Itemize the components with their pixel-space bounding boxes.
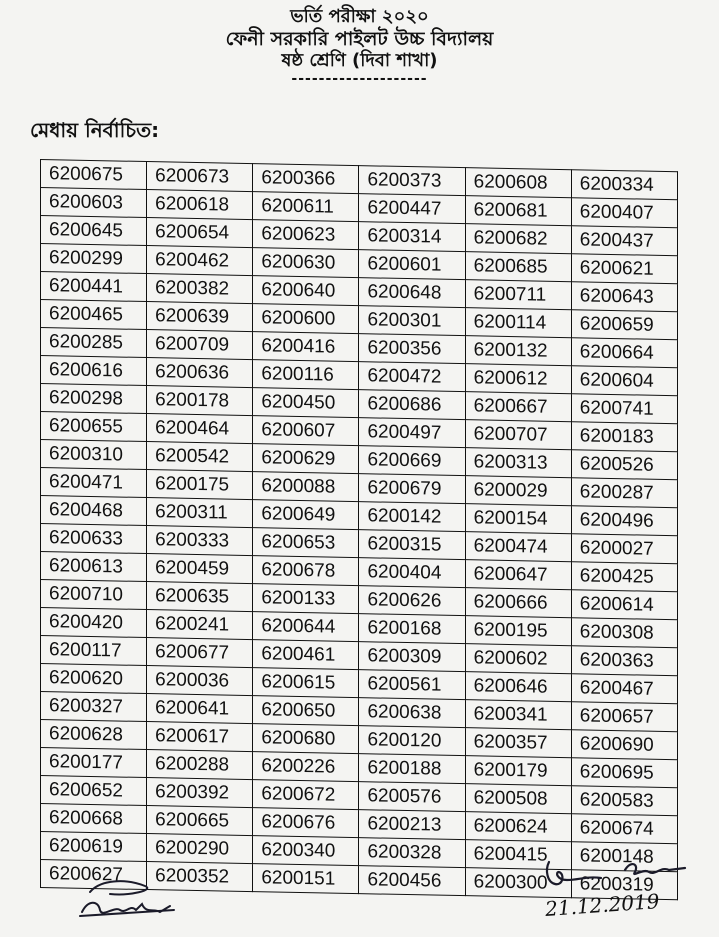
roll-number-cell: 6200678 — [253, 556, 359, 586]
roll-number-cell: 6200618 — [147, 190, 253, 220]
roll-number-cell: 6200659 — [571, 310, 677, 340]
roll-number-cell: 6200299 — [41, 244, 147, 274]
roll-number-cell: 6200310 — [41, 440, 147, 470]
roll-number-cell: 6200619 — [41, 832, 147, 862]
roll-number-cell: 6200407 — [571, 198, 677, 228]
roll-number-cell: 6200315 — [359, 530, 465, 560]
roll-number-cell: 6200617 — [147, 722, 253, 752]
roll-number-cell: 6200437 — [571, 226, 677, 256]
roll-number-cell: 6200668 — [41, 804, 147, 834]
section-title: মেধায় নির্বাচিত: — [30, 118, 160, 142]
roll-number-cell: 6200654 — [147, 218, 253, 248]
roll-number-cell: 6200241 — [147, 610, 253, 640]
roll-number-cell: 6200213 — [359, 810, 465, 840]
roll-number-cell: 6200604 — [571, 366, 677, 396]
roll-number-cell: 6200340 — [253, 836, 359, 866]
roll-number-cell: 6200638 — [359, 698, 465, 728]
roll-number-cell: 6200415 — [465, 840, 571, 870]
roll-number-cell: 6200653 — [253, 528, 359, 558]
roll-number-cell: 6200644 — [253, 612, 359, 642]
roll-number-cell: 6200472 — [359, 362, 465, 392]
roll-number-cell: 6200441 — [41, 272, 147, 302]
roll-number-cell: 6200319 — [571, 870, 677, 900]
roll-number-cell: 6200648 — [359, 278, 465, 308]
roll-number-cell: 6200657 — [571, 702, 677, 732]
roll-number-cell: 6200333 — [147, 526, 253, 556]
roll-number-cell: 6200226 — [253, 752, 359, 782]
roll-number-cell: 6200652 — [41, 776, 147, 806]
roll-number-cell: 6200636 — [147, 358, 253, 388]
roll-number-cell: 6200148 — [571, 842, 677, 872]
roll-number-cell: 6200614 — [571, 590, 677, 620]
roll-number-cell: 6200373 — [359, 166, 465, 196]
roll-number-cell: 6200707 — [465, 420, 571, 450]
signature-date: 21.12.2019 — [544, 889, 661, 921]
roll-number-cell: 6200665 — [147, 806, 253, 836]
roll-number-cell: 6200117 — [41, 636, 147, 666]
roll-number-cell: 6200288 — [147, 750, 253, 780]
roll-number-cell: 6200314 — [359, 222, 465, 252]
roll-number-cell: 6200643 — [571, 282, 677, 312]
roll-number-cell: 6200461 — [253, 640, 359, 670]
roll-number-cell: 6200298 — [41, 384, 147, 414]
roll-number-cell: 6200352 — [147, 862, 253, 892]
roll-number-cell: 6200666 — [465, 588, 571, 618]
roll-number-cell: 6200334 — [571, 170, 677, 200]
roll-number-cell: 6200183 — [571, 422, 677, 452]
roll-number-cell: 6200309 — [359, 642, 465, 672]
roll-number-cell: 6200327 — [41, 692, 147, 722]
roll-number-cell: 6200116 — [253, 360, 359, 390]
roll-number-cell: 6200404 — [359, 558, 465, 588]
roll-number-cell: 6200465 — [41, 300, 147, 330]
roll-number-cell: 6200027 — [571, 534, 677, 564]
roll-number-cell: 6200608 — [465, 168, 571, 198]
roll-number-cell: 6200132 — [465, 336, 571, 366]
roll-number-cell: 6200686 — [359, 390, 465, 420]
roll-number-cell: 6200287 — [571, 478, 677, 508]
roll-number-cell: 6200640 — [253, 276, 359, 306]
roll-number-cell: 6200649 — [253, 500, 359, 530]
class-shift: ষষ্ঠ শ্রেণি (দিবা শাখা) — [281, 50, 438, 71]
roll-number-cell: 6200179 — [465, 756, 571, 786]
roll-number-cell: 6200177 — [41, 748, 147, 778]
roll-number-cell: 6200328 — [359, 838, 465, 868]
roll-number-cell: 6200151 — [253, 864, 359, 894]
roll-number-cell: 6200474 — [465, 532, 571, 562]
roll-number-cell: 6200639 — [147, 302, 253, 332]
roll-number-cell: 6200623 — [253, 220, 359, 250]
roll-number-cell: 6200741 — [571, 394, 677, 424]
roll-number-cell: 6200615 — [253, 668, 359, 698]
roll-number-cell: 6200680 — [253, 724, 359, 754]
roll-number-cell: 6200468 — [41, 496, 147, 526]
roll-number-cell: 6200356 — [359, 334, 465, 364]
roll-number-cell: 6200450 — [253, 388, 359, 418]
roll-number-cell: 6200679 — [359, 474, 465, 504]
roll-number-cell: 6200188 — [359, 754, 465, 784]
roll-number-cell: 6200178 — [147, 386, 253, 416]
roll-number-cell: 6200681 — [465, 196, 571, 226]
roll-number-cell: 6200168 — [359, 614, 465, 644]
roll-number-cell: 6200633 — [41, 524, 147, 554]
roll-number-cell: 6200675 — [41, 160, 147, 190]
roll-number-cell: 6200497 — [359, 418, 465, 448]
document-header — [0, 6, 719, 86]
roll-number-cell: 6200142 — [359, 502, 465, 532]
roll-number-cell: 6200133 — [253, 584, 359, 614]
roll-number-cell: 6200630 — [253, 248, 359, 278]
roll-number-cell: 6200526 — [571, 450, 677, 480]
roll-number-cell: 6200607 — [253, 416, 359, 446]
roll-number-cell: 6200496 — [571, 506, 677, 536]
roll-number-cell: 6200629 — [253, 444, 359, 474]
roll-number-cell: 6200311 — [147, 498, 253, 528]
roll-number-cell: 6200710 — [41, 580, 147, 610]
roll-number-cell: 6200341 — [465, 700, 571, 730]
roll-number-cell: 6200682 — [465, 224, 571, 254]
signature-left — [70, 870, 190, 925]
roll-number-cell: 6200313 — [465, 448, 571, 478]
roll-number-cell: 6200120 — [359, 726, 465, 756]
roll-number-cell: 6200613 — [41, 552, 147, 582]
roll-number-cell: 6200635 — [147, 582, 253, 612]
roll-number-cell: 6200645 — [41, 216, 147, 246]
roll-number-cell: 6200467 — [571, 674, 677, 704]
roll-number-cell: 6200583 — [571, 786, 677, 816]
roll-number-cell: 6200695 — [571, 758, 677, 788]
roll-number-cell: 6200627 — [41, 860, 147, 890]
roll-number-cell: 6200425 — [571, 562, 677, 592]
roll-number-cell: 6200464 — [147, 414, 253, 444]
roll-number-cell: 6200673 — [147, 162, 253, 192]
school-name: ফেনী সরকারি পাইলট উচ্চ বিদ্যালয় — [225, 28, 494, 50]
roll-number-cell: 6200676 — [253, 808, 359, 838]
roll-number-cell: 6200667 — [465, 392, 571, 422]
roll-number-cell: 6200646 — [465, 672, 571, 702]
roll-number-cell: 6200508 — [465, 784, 571, 814]
roll-number-cell: 6200624 — [465, 812, 571, 842]
roll-number-cell: 6200285 — [41, 328, 147, 358]
roll-number-cell: 6200561 — [359, 670, 465, 700]
roll-number-cell: 6200711 — [465, 280, 571, 310]
roll-number-cell: 6200392 — [147, 778, 253, 808]
roll-number-cell: 6200462 — [147, 246, 253, 276]
roll-number-cell: 6200036 — [147, 666, 253, 696]
roll-number-cell: 6200420 — [41, 608, 147, 638]
roll-number-cell: 6200290 — [147, 834, 253, 864]
roll-number-cell: 6200195 — [465, 616, 571, 646]
roll-number-cell: 6200641 — [147, 694, 253, 724]
roll-number-cell: 6200603 — [41, 188, 147, 218]
roll-number-cell: 6200308 — [571, 618, 677, 648]
roll-number-cell: 6200628 — [41, 720, 147, 750]
roll-number-cell: 6200685 — [465, 252, 571, 282]
roll-number-cell: 6200363 — [571, 646, 677, 676]
roll-number-cell: 6200674 — [571, 814, 677, 844]
roll-number-cell: 6200626 — [359, 586, 465, 616]
roll-number-cell: 6200600 — [253, 304, 359, 334]
roll-number-cell: 6200612 — [465, 364, 571, 394]
roll-number-cell: 6200542 — [147, 442, 253, 472]
roll-number-cell: 6200382 — [147, 274, 253, 304]
roll-number-cell: 6200672 — [253, 780, 359, 810]
roll-number-cell: 6200301 — [359, 306, 465, 336]
roll-number-cell: 6200456 — [359, 866, 465, 896]
roll-number-cell: 6200620 — [41, 664, 147, 694]
roll-number-cell: 6200616 — [41, 356, 147, 386]
roll-number-cell: 6200471 — [41, 468, 147, 498]
roll-number-cell: 6200029 — [465, 476, 571, 506]
roll-number-cell: 6200357 — [465, 728, 571, 758]
roll-number-cell: 6200576 — [359, 782, 465, 812]
exam-title: ভর্তি পরীক্ষা ২০২০ — [290, 6, 429, 27]
roll-number-cell: 6200154 — [465, 504, 571, 534]
roll-number-cell: 6200114 — [465, 308, 571, 338]
roll-number-cell: 6200088 — [253, 472, 359, 502]
roll-number-cell: 6200416 — [253, 332, 359, 362]
roll-number-cell: 6200664 — [571, 338, 677, 368]
roll-number-cell: 6200647 — [465, 560, 571, 590]
roll-number-cell: 6200669 — [359, 446, 465, 476]
roll-number-cell: 6200602 — [465, 644, 571, 674]
roll-number-cell: 6200690 — [571, 730, 677, 760]
roll-number-cell: 6200709 — [147, 330, 253, 360]
roll-number-table — [40, 159, 678, 900]
roll-number-cell: 6200300 — [465, 868, 571, 898]
roll-number-cell: 6200459 — [147, 554, 253, 584]
roll-number-cell: 6200447 — [359, 194, 465, 224]
roll-number-cell: 6200611 — [253, 192, 359, 222]
roll-number-cell: 6200621 — [571, 254, 677, 284]
roll-number-cell: 6200601 — [359, 250, 465, 280]
roll-number-cell: 6200650 — [253, 696, 359, 726]
roll-number-cell: 6200677 — [147, 638, 253, 668]
roll-number-cell: 6200366 — [253, 164, 359, 194]
roll-number-cell: 6200175 — [147, 470, 253, 500]
header-divider: -------------------- — [291, 71, 428, 87]
roll-number-cell: 6200655 — [41, 412, 147, 442]
